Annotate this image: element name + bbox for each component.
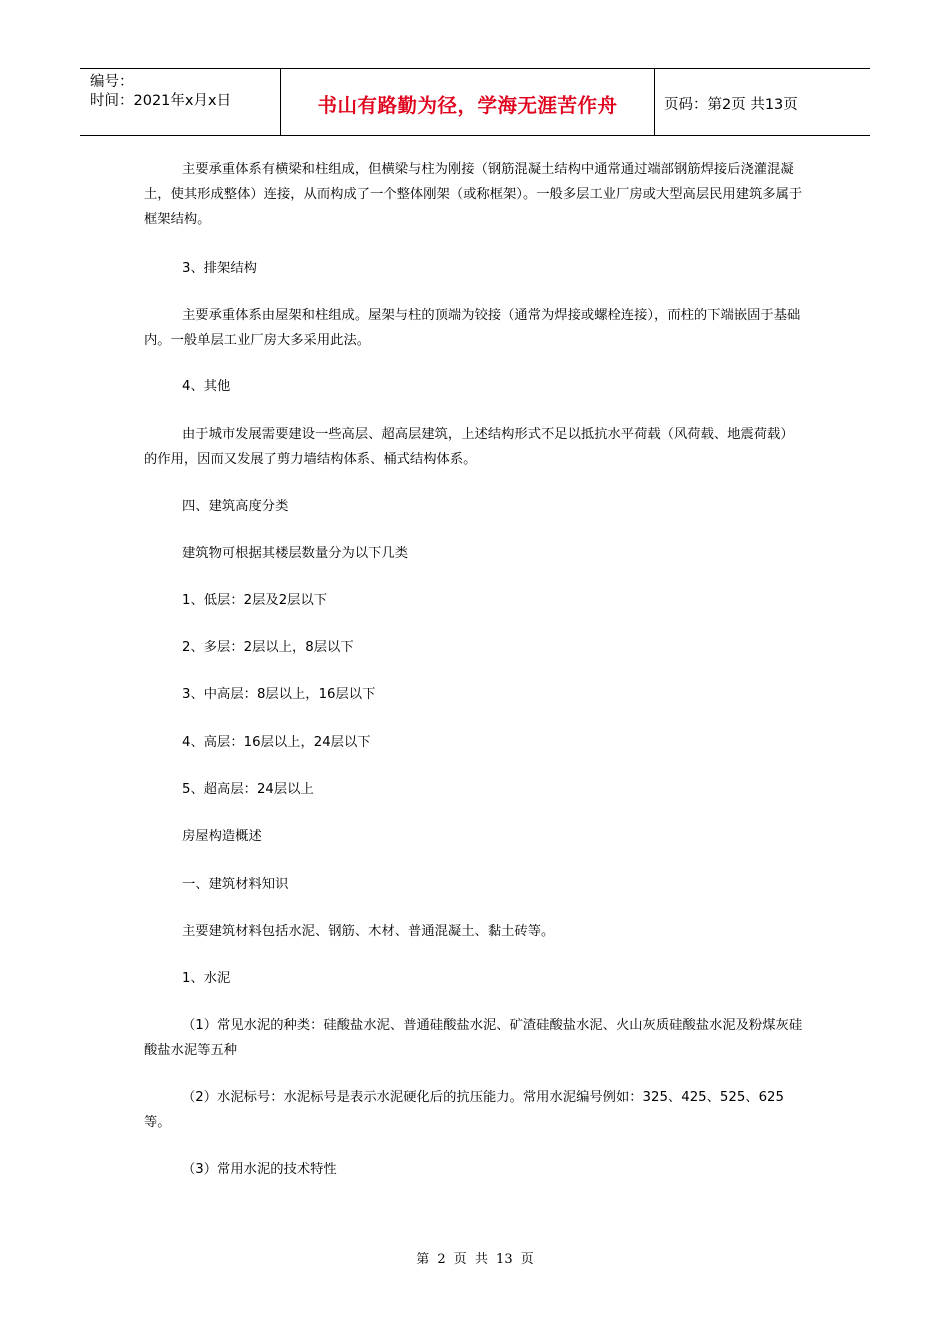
heading-bent-structure: 3、排架结构 <box>182 261 257 276</box>
header-motto-cell <box>281 69 655 135</box>
intro-building-materials: 主要建筑材料包括水泥、钢筋、木材、普通混凝土、黏土砖等。 <box>182 924 555 939</box>
list-item: 5、超高层：24层以上 <box>182 782 314 797</box>
paragraph-bent-structure: 主要承重体系由屋架和柱组成。屋架与柱的顶端为铰接（通常为焊接或螺栓连接），而柱的下端嵌固于基础内。一般单层工业厂房大多采用此法。 <box>144 308 801 348</box>
list-item: 1、低层：2层及2层以下 <box>182 593 328 608</box>
page-header <box>80 68 870 136</box>
heading-cement-properties: （3）常用水泥的技术特性 <box>182 1162 337 1177</box>
heading-cement: 1、水泥 <box>182 971 231 986</box>
list-item: 2、多层：2层以上，8层以下 <box>182 640 354 655</box>
header-meta-cell <box>80 69 281 135</box>
paragraph-frame-structure: 主要承重体系有横梁和柱组成，但横梁与柱为刚接（钢筋混凝土结构中通常通过端部钢筋焊接后浇灌混凝土，使其形成整体）连接，从而构成了一个整体刚架（或称框架）。一般多层工业厂房或大型高层民用建筑多属于框架结构。 <box>144 162 803 227</box>
header-page-cell <box>655 69 870 135</box>
paragraph-other: 由于城市发展需要建设一些高层、超高层建筑，上述结构形式不足以抵抗水平荷载（风荷载、地震荷载）的作用，因而又发展了剪力墙结构体系、桶式结构体系。 <box>144 427 794 467</box>
header-page-info: 页码：第2页 共13页 <box>664 97 798 113</box>
paragraph-cement-grade: （2）水泥标号：水泥标号是表示水泥硬化后的抗压能力。常用水泥编号例如：325、425、525、625等。 <box>144 1090 784 1130</box>
doc-date: 时间：2021年x月x日 <box>90 93 232 109</box>
list-item: 4、高层：16层以上，24层以下 <box>182 735 371 750</box>
doc-number-label: 编号： <box>90 74 134 90</box>
heading-construction-overview: 房屋构造概述 <box>182 829 262 844</box>
heading-other: 4、其他 <box>182 379 231 394</box>
page-footer: 第 2 页 共 13 页 <box>416 1252 534 1267</box>
heading-height-classification: 四、建筑高度分类 <box>182 499 289 514</box>
header-motto: 书山有路勤为径，学海无涯苦作舟 <box>317 94 618 117</box>
paragraph-cement-types: （1）常见水泥的种类：硅酸盐水泥、普通硅酸盐水泥、矿渣硅酸盐水泥、火山灰质硅酸盐水泥及粉煤灰硅酸盐水泥等五种 <box>144 1018 803 1058</box>
heading-building-materials: 一、建筑材料知识 <box>182 877 289 892</box>
list-item: 3、中高层：8层以上，16层以下 <box>182 687 376 702</box>
intro-height-classification: 建筑物可根据其楼层数量分为以下几类 <box>182 546 409 561</box>
